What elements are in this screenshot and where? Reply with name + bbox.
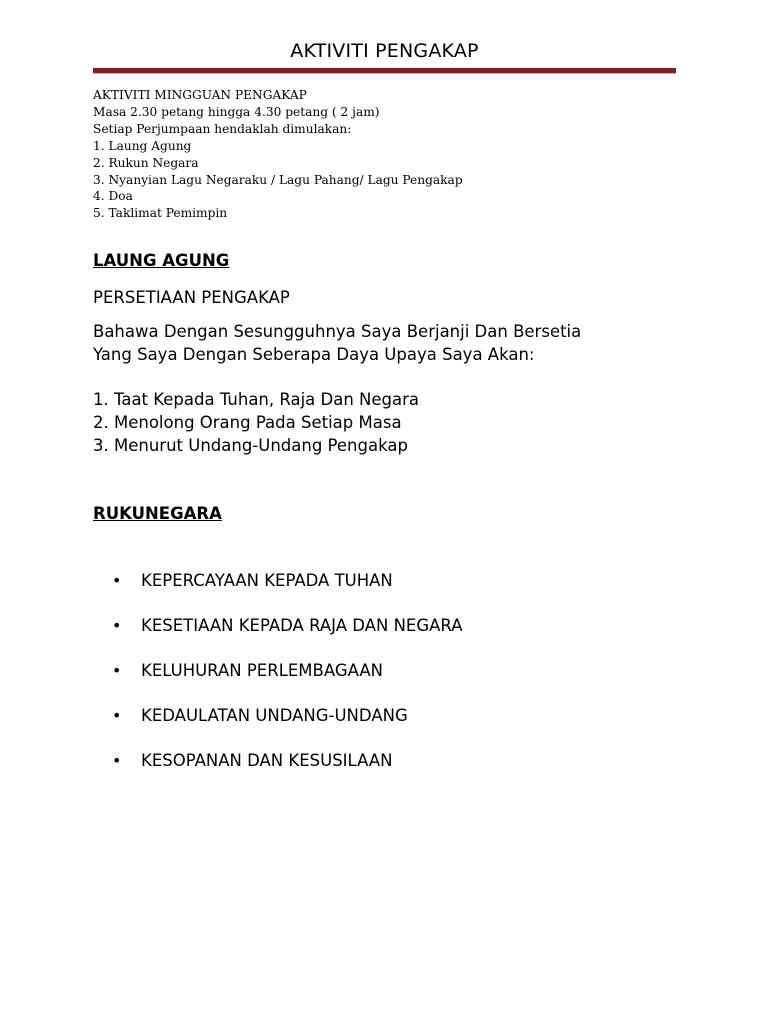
intro-lead: Setiap Perjumpaan hendaklah dimulakan:: [93, 121, 352, 136]
intro-item: 3. Nyanyian Lagu Negaraku / Lagu Pahang/ Lagu Pengakap: [93, 172, 463, 187]
intro-item: 2. Rukun Negara: [93, 155, 199, 170]
principle-text: KESOPANAN DAN KESUSILAAN: [141, 751, 393, 770]
rukunegara-list: [112, 571, 463, 796]
pledge-paragraph-line1: Bahawa Dengan Sesungguhnya Saya Berjanji Dan Bersetia: [93, 322, 582, 341]
principle-text: KESETIAAN KEPADA RAJA DAN NEGARA: [141, 616, 463, 635]
principle-text: KELUHURAN PERLEMBAGAAN: [141, 661, 384, 680]
principle-text: KEDAULATAN UNDANG-UNDANG: [141, 706, 408, 725]
laung-agung-heading: LAUNG AGUNG: [93, 251, 230, 270]
pledge-item: 3. Menurut Undang-Undang Pengakap: [93, 436, 408, 455]
rukunegara-heading: RUKUNEGARA: [93, 504, 222, 523]
intro-section: [93, 87, 463, 222]
pledge-list: [93, 388, 419, 457]
bullet-icon: •: [112, 616, 122, 635]
intro-item: 4. Doa: [93, 189, 133, 204]
pledge-item: 1. Taat Kepada Tuhan, Raja Dan Negara: [93, 390, 420, 409]
intro-item: 5. Taklimat Pemimpin: [93, 206, 228, 221]
pledge-paragraph-line2: Yang Saya Dengan Seberapa Daya Upaya Saya Akan:: [93, 345, 535, 364]
bullet-icon: •: [112, 706, 122, 725]
title-divider: [93, 68, 676, 73]
bullet-icon: •: [112, 571, 122, 590]
bullet-icon: •: [112, 751, 122, 770]
list-item: [112, 751, 463, 796]
persetiaan-subheading: PERSETIAAN PENGAKAP: [93, 288, 290, 307]
intro-heading: AKTIVITI MINGGUAN PENGAKAP: [93, 88, 307, 102]
intro-time: Masa 2.30 petang hingga 4.30 petang ( 2 jam): [93, 104, 380, 119]
pledge-item: 2. Menolong Orang Pada Setiap Masa: [93, 413, 402, 432]
list-item: [112, 661, 463, 706]
list-item: [112, 616, 463, 661]
document-title: AKTIVITI PENGAKAP: [290, 40, 479, 62]
principle-text: KEPERCAYAAN KEPADA TUHAN: [141, 571, 393, 590]
list-item: [112, 571, 463, 616]
bullet-icon: •: [112, 661, 122, 680]
intro-item: 1. Laung Agung: [93, 138, 192, 153]
list-item: [112, 706, 463, 751]
